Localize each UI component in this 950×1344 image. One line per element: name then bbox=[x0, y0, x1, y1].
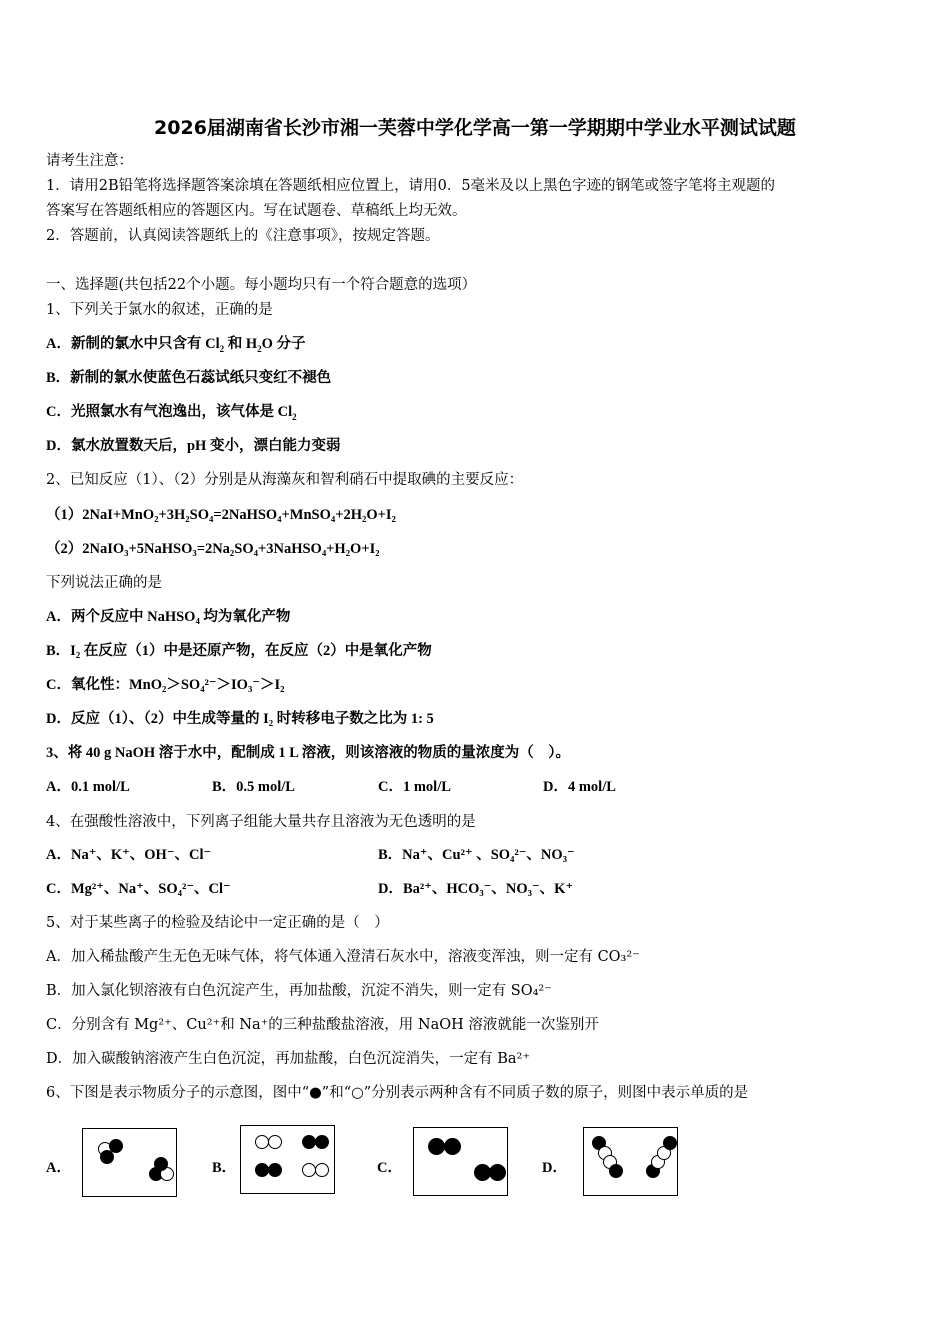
q2-ask: 下列说法正确的是 bbox=[46, 575, 162, 591]
q2-option-d: D．反应（1）、（2）中生成等量的 I₂ 时转移电子数之比为 1: 5 bbox=[46, 711, 434, 727]
q1-option-b: B．新制的氯水使蓝色石蕊试纸只变红不褪色 bbox=[46, 370, 332, 386]
q4-option-c: C．Mg²⁺、Na⁺、SO₄²⁻、Cl⁻ bbox=[46, 881, 231, 897]
q3-stem: 3、将 40 g NaOH 溶于水中，配制成 1 L 溶液，则该溶液的物质的量浓度为（ ）。 bbox=[46, 745, 571, 761]
q6-diagram-c bbox=[413, 1127, 508, 1196]
section-heading: 一、选择题(共包括22个小题。每小题均只有一个符合题意的选项） bbox=[46, 277, 477, 293]
q2-stem: 2、已知反应（1）、（2）分别是从海藻灰和智利硝石中提取碘的主要反应： bbox=[46, 472, 524, 488]
black-atom bbox=[428, 1138, 445, 1155]
black-atom bbox=[444, 1138, 461, 1155]
q6-label-a: A． bbox=[46, 1160, 71, 1176]
q5-stem: 5、对于某些离子的检验及结论中一定正确的是（ ） bbox=[46, 915, 389, 931]
q6-diagram-a bbox=[82, 1128, 177, 1197]
q1-option-a: A．新制的氯水中只含有 $Cl_2$ 和 $H_2O$ 分子 bbox=[46, 336, 306, 354]
q2-option-b: B．I₂ 在反应（1）中是还原产物，在反应（2）中是氧化产物 bbox=[46, 643, 432, 659]
white-atom bbox=[302, 1163, 316, 1177]
q5-option-c: C．分别含有 Mg²⁺、Cu²⁺和 Na⁺的三种盐酸盐溶液，用 NaOH 溶液就能一次鉴别开 bbox=[46, 1017, 599, 1033]
q2-option-a: A．两个反应中 NaHSO₄ 均为氧化产物 bbox=[46, 609, 291, 625]
q5-option-a: A．加入稀盐酸产生无色无味气体，将气体通入澄清石灰水中，溶液变浑浊，则一定有 CO₃²⁻ bbox=[46, 949, 640, 965]
q6-diagram-b bbox=[240, 1125, 335, 1194]
q4-option-b: B．Na⁺、Cu²⁺ 、SO₄²⁻、NO₃⁻ bbox=[378, 847, 575, 863]
q3-option-d: D．4 mol/L bbox=[543, 779, 616, 795]
black-atom bbox=[489, 1164, 506, 1181]
q3-option-c: C．1 mol/L bbox=[378, 779, 451, 795]
notice-item-1b: 答案写在答题纸相应的答题区内。写在试题卷、草稿纸上均无效。 bbox=[46, 203, 467, 219]
white-atom bbox=[255, 1135, 269, 1149]
page-title: 2026届湖南省长沙市湘一芙蓉中学化学高一第一学期期中学业水平测试试题 bbox=[154, 117, 796, 139]
black-atom bbox=[255, 1163, 269, 1177]
q2-reaction-1: （1）2NaI+MnO₂+3H₂SO₄=2NaHSO₄+MnSO₄+2H₂O+I₂ bbox=[46, 507, 396, 523]
q2-option-c: C．氧化性：MnO₂＞SO₄²⁻＞IO₃⁻＞I₂ bbox=[46, 677, 285, 693]
q6-diagram-d bbox=[583, 1127, 678, 1196]
q1-option-d: D．氯水放置数天后，pH 变小，漂白能力变弱 bbox=[46, 438, 341, 454]
q6-label-b: B． bbox=[212, 1160, 237, 1176]
q4-option-d: D．Ba²⁺、HCO₃⁻、NO₃⁻、K⁺ bbox=[378, 881, 574, 897]
white-atom bbox=[315, 1163, 329, 1177]
black-atom bbox=[154, 1157, 168, 1171]
q3-option-b: B．0.5 mol/L bbox=[212, 779, 295, 795]
q1-stem: 1、下列关于氯水的叙述，正确的是 bbox=[46, 302, 273, 318]
notice-item-1a: 1．请用2B铅笔将选择题答案涂填在答题纸相应位置上，请用0．5毫米及以上黑色字迹的钢笔或签字笔将主观题的 bbox=[46, 178, 776, 194]
q5-option-b: B．加入氯化钡溶液有白色沉淀产生，再加盐酸，沉淀不消失，则一定有 SO₄²⁻ bbox=[46, 983, 552, 999]
white-atom bbox=[268, 1135, 282, 1149]
q6-label-c: C． bbox=[377, 1160, 402, 1176]
black-atom bbox=[268, 1163, 282, 1177]
q4-option-a: A．Na⁺、K⁺、OH⁻、Cl⁻ bbox=[46, 847, 212, 863]
black-atom bbox=[315, 1135, 329, 1149]
q3-option-a: A．0.1 mol/L bbox=[46, 779, 130, 795]
black-atom bbox=[609, 1164, 623, 1178]
q6-label-d: D． bbox=[542, 1160, 567, 1176]
q1-option-c: C．光照氯水有气泡逸出，该气体是 $Cl_2$ bbox=[46, 404, 297, 422]
black-atom bbox=[302, 1135, 316, 1149]
black-atom bbox=[663, 1136, 677, 1150]
q6-stem: 6、下图是表示物质分子的示意图，图中“●”和“○”分别表示两种含有不同质子数的原子，则图中表示单质的是 bbox=[46, 1085, 749, 1101]
black-atom bbox=[100, 1150, 114, 1164]
q4-stem: 4、在强酸性溶液中，下列离子组能大量共存且溶液为无色透明的是 bbox=[46, 814, 476, 830]
notice-item-2: 2．答题前，认真阅读答题纸上的《注意事项》，按规定答题。 bbox=[46, 228, 440, 244]
q5-option-d: D．加入碳酸钠溶液产生白色沉淀，再加盐酸，白色沉淀消失，一定有 Ba²⁺ bbox=[46, 1051, 530, 1067]
q2-reaction-2: （2）2NaIO₃+5NaHSO₃=2Na₂SO₄+3NaHSO₄+H₂O+I₂ bbox=[46, 541, 380, 557]
notice-heading: 请考生注意： bbox=[46, 153, 133, 169]
